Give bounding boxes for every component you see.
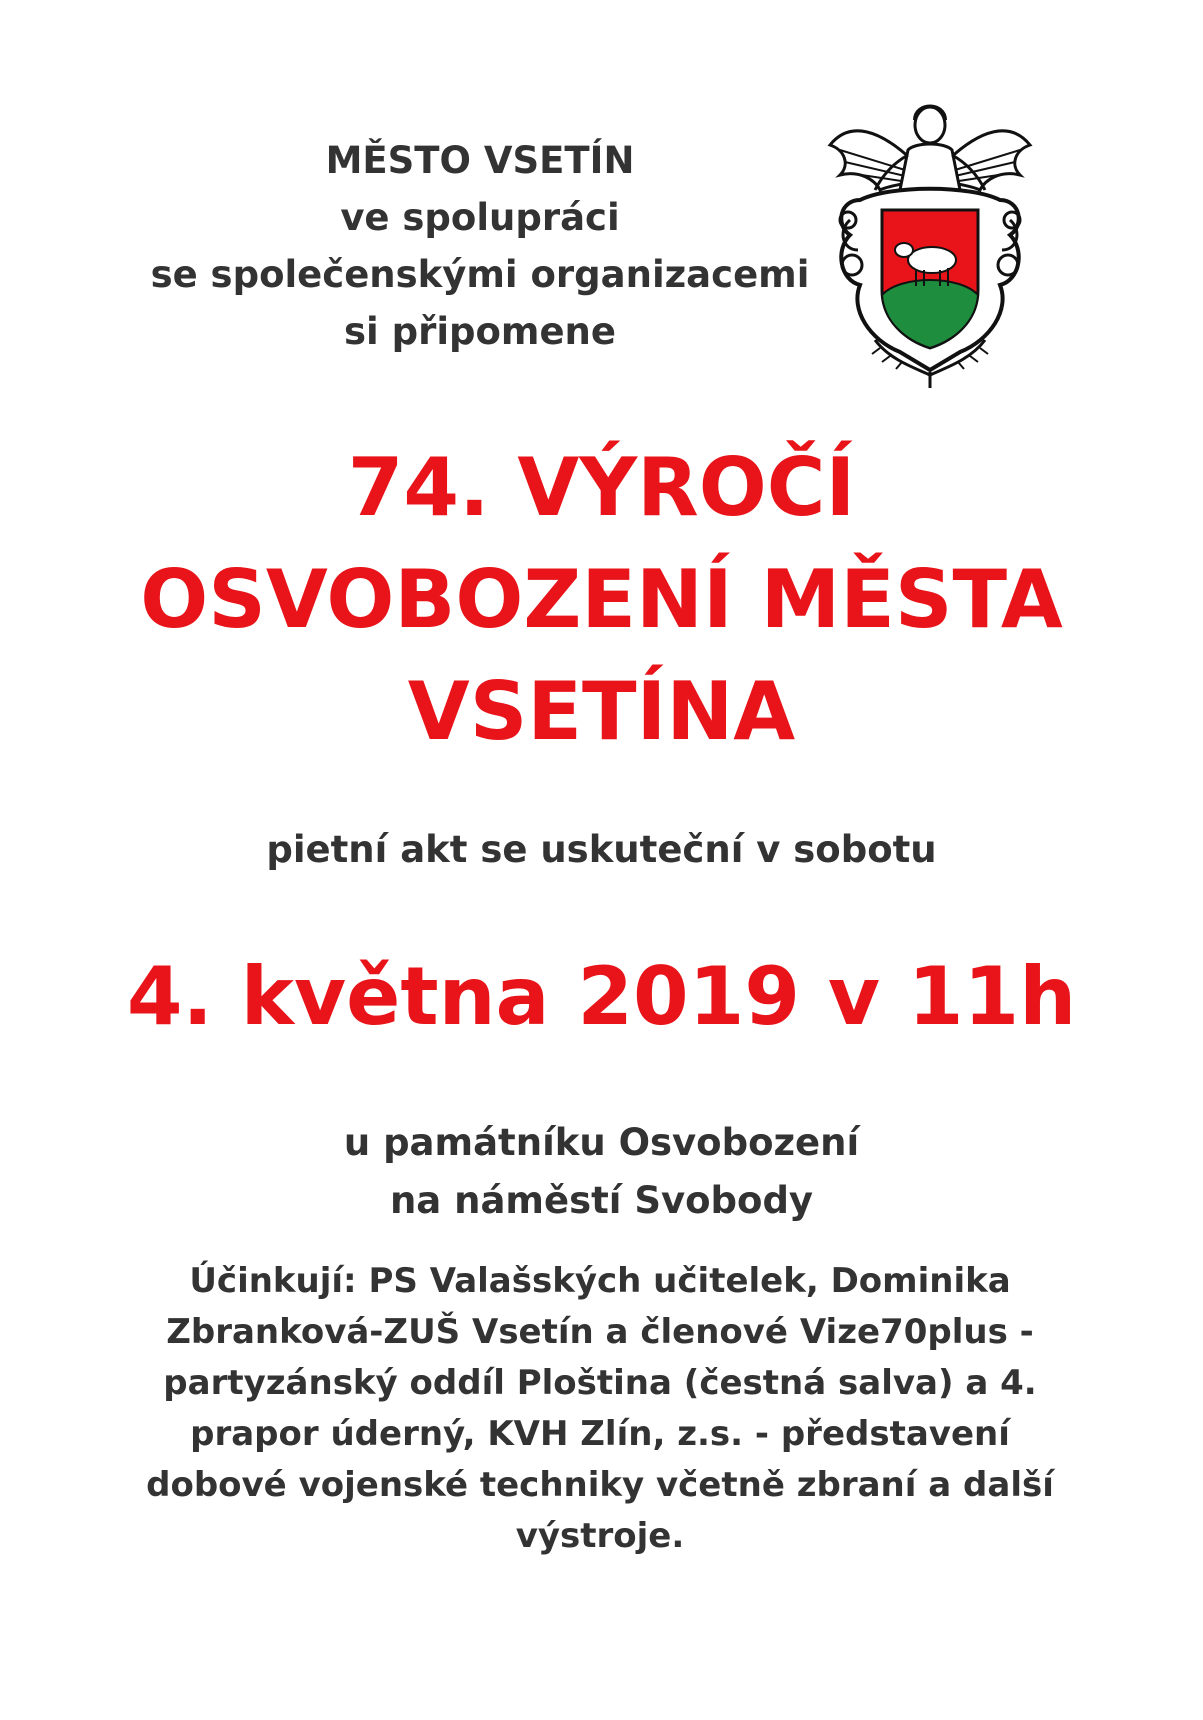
performers-line-1: Účinkují: PS Valašských učitelek, Dominika [189, 1261, 1011, 1301]
performers-line-4: prapor úderný, KVH Zlín, z.s. - představení [190, 1414, 1010, 1454]
performers-line-5: dobové vojenské techniky včetně zbraní a další [146, 1465, 1054, 1505]
place-line-2: na náměstí Svobody [389, 1179, 814, 1222]
headline-line-3: VSETÍNA [407, 665, 796, 758]
organizer-line-4: si připomene [344, 310, 616, 353]
event-place [0, 1114, 1203, 1230]
organizer-line-1: MĚSTO VSETÍN [325, 139, 635, 182]
organizer-line-2: ve spolupráci [340, 196, 620, 239]
performers-line-6: výstroje. [515, 1516, 685, 1556]
headline-line-2: OSVOBOZENÍ MĚSTA [140, 553, 1063, 646]
vsetin-coat-of-arms-icon [820, 90, 1040, 390]
organizer-intro [140, 132, 820, 360]
performers-line-3: partyzánský oddíl Ploština (čestná salva) a 4. [163, 1363, 1037, 1403]
event-date: 4. května 2019 v 11h [126, 950, 1077, 1043]
headline-line-1: 74. VÝROČÍ [347, 441, 856, 534]
performers-line-2: Zbranková-ZUŠ Vsetín a členové Vize70plus - [166, 1312, 1034, 1352]
performers-paragraph [140, 1256, 1060, 1562]
event-lead-text: pietní akt se uskuteční v sobotu [266, 828, 937, 871]
event-headline [0, 432, 1203, 768]
organizer-line-3: se společenskými organizacemi [150, 253, 810, 296]
place-line-1: u památníku Osvobození [343, 1121, 860, 1164]
